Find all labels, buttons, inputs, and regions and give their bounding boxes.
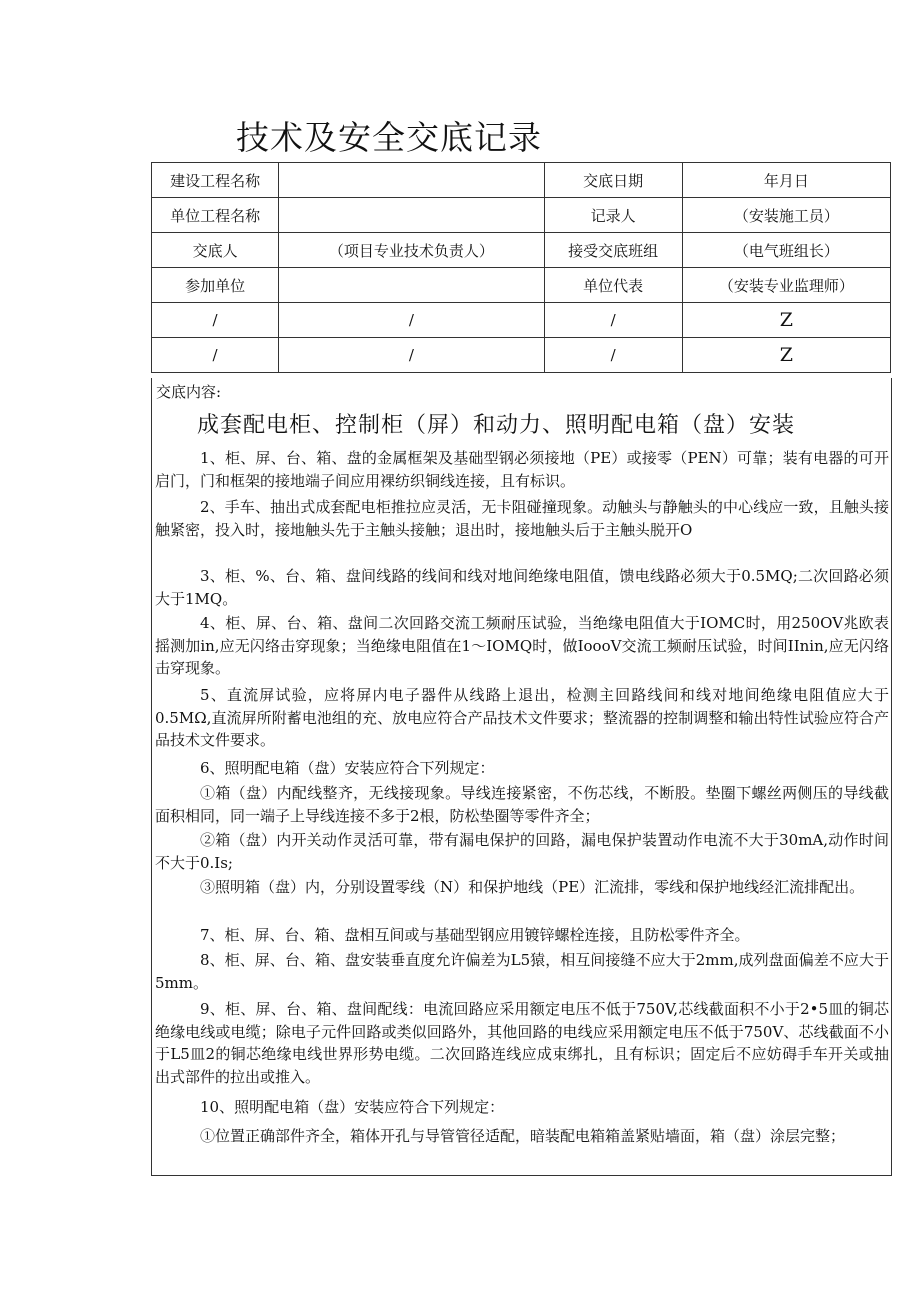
label-date: 交底日期 — [544, 163, 682, 198]
table-cell: / — [279, 303, 544, 338]
label-receiving-team: 接受交底班组 — [544, 233, 682, 268]
label-project-name: 建设工程名称 — [152, 163, 279, 198]
content-label: 交底内容: — [156, 383, 222, 401]
paragraph-7: 7、柜、屏、台、箱、盘相互间或与基础型钢应用镀锌螺栓连接，且防松零件齐全。 — [200, 926, 750, 944]
paragraph-8: 8、柜、屏、台、箱、盘安装垂直度允许偏差为L5猿，相互间接缝不应大于2mm,成列盘面偏差不应大于5mm。 — [155, 951, 889, 992]
table-row — [152, 198, 891, 233]
value-participating-unit — [279, 268, 544, 303]
table-row — [152, 338, 891, 373]
table-cell: / — [279, 338, 544, 373]
value-briefer: （项目专业技术负责人） — [279, 233, 544, 268]
table-cell: / — [544, 338, 682, 373]
paragraph-6-3: ③照明箱（盘）内，分别设置零线（N）和保护地线（PE）汇流排，零线和保护地线经汇流排配出。 — [200, 878, 865, 896]
value-receiving-team: （电气班组长） — [682, 233, 890, 268]
paragraph-4: 4、柜、屏、台、箱、盘间二次回路交流工频耐压试验，当绝缘电阻值大于IOMC时，用250OV兆欧表摇测加in,应无闪络击穿现象；当绝缘电阻值在1～IOMQ时，做IoooV交流工频耐压试验，时间IInin,应无闪络击穿现象。 — [155, 614, 889, 678]
table-row — [152, 303, 891, 338]
table-cell: / — [152, 303, 279, 338]
briefing-content-box — [151, 378, 892, 1176]
table-cell: / — [544, 303, 682, 338]
paragraph-10-1: ①位置正确部件齐全，箱体开孔与导管管径适配，暗装配电箱箱盖紧贴墙面，箱（盘）涂层完整； — [200, 1127, 846, 1145]
label-unit-project: 单位工程名称 — [152, 198, 279, 233]
paragraph-6-2: ②箱（盘）内开关动作灵活可靠，带有漏电保护的回路，漏电保护装置动作电流不大于30mA,动作时间不大于0.Is; — [155, 831, 889, 872]
table-row — [152, 268, 891, 303]
value-unit-representative: （安装专业监理师） — [682, 268, 890, 303]
table-cell: Z — [682, 338, 890, 373]
paragraph-6: 6、照明配电箱（盘）安装应符合下列规定： — [200, 759, 495, 777]
value-date: 年月日 — [682, 163, 890, 198]
table-cell: / — [152, 338, 279, 373]
value-project-name — [279, 163, 544, 198]
label-participating-unit: 参加单位 — [152, 268, 279, 303]
paragraph-3: 3、柜、%、台、箱、盘间线路的线间和线对地间绝缘电阻值，馈电线路必须大于0.5MQ;二次回路必须大于1MQ。 — [155, 567, 889, 608]
paragraph-9: 9、柜、屏、台、箱、盘间配线：电流回路应采用额定电压不低于750V,芯线截面积不小于2•5皿的铜芯绝缘电线或电缆；除电子元件回路或类似回路外，其他回路的电线应采用额定电压不低于750V、芯线截面不小于L5皿2的铜芯绝缘电线世界形势电缆。二次回路连线应成束绑扎，且有标识；固定后不应妨碍手车开关或抽出式部件的拉出或推入。 — [155, 1000, 889, 1086]
paragraph-1: 1、柜、屏、台、箱、盘的金属框架及基础型钢必须接地（PE）或接零（PEN）可靠；装有电器的可开启门，门和框架的接地端子间应用裸纺织铜线连接，且有标识。 — [155, 449, 889, 490]
table-cell: Z — [682, 303, 890, 338]
value-recorder: （安装施工员） — [682, 198, 890, 233]
label-briefer: 交底人 — [152, 233, 279, 268]
paragraph-2: 2、手车、抽出式成套配电柜推拉应灵活，无卡阻碰撞现象。动触头与静触头的中心线应一致，且触头接触紧密，投入时，接地触头先于主触头接触；退出时，接地触头后于主触头脱开O — [155, 498, 889, 539]
content-heading: 成套配电柜、控制柜（屏）和动力、照明配电箱（盘）安装 — [197, 413, 796, 438]
table-row — [152, 233, 891, 268]
value-unit-project — [279, 198, 544, 233]
document-title: 技术及安全交底记录 — [236, 118, 542, 157]
label-unit-representative: 单位代表 — [544, 268, 682, 303]
paragraph-5: 5、直流屏试验，应将屏内电子器件从线路上退出，检测主回路线间和线对地间绝缘电阻值应大于0.5MΩ,直流屏所附蓄电池组的充、放电应符合产品技术文件要求；整流器的控制调整和输出特性试验应符合产品技术文件要求。 — [155, 686, 889, 750]
paragraph-6-1: ①箱（盘）内配线整齐，无线接现象。导线连接紧密，不伤芯线，不断股。垫圈下螺丝两侧压的导线截面积相同，同一端子上导线连接不多于2根，防松垫圈等零件齐全； — [155, 784, 889, 825]
info-table — [151, 162, 891, 373]
label-recorder: 记录人 — [544, 198, 682, 233]
paragraph-10: 10、照明配电箱（盘）安装应符合下列规定： — [200, 1098, 505, 1116]
table-row — [152, 163, 891, 198]
